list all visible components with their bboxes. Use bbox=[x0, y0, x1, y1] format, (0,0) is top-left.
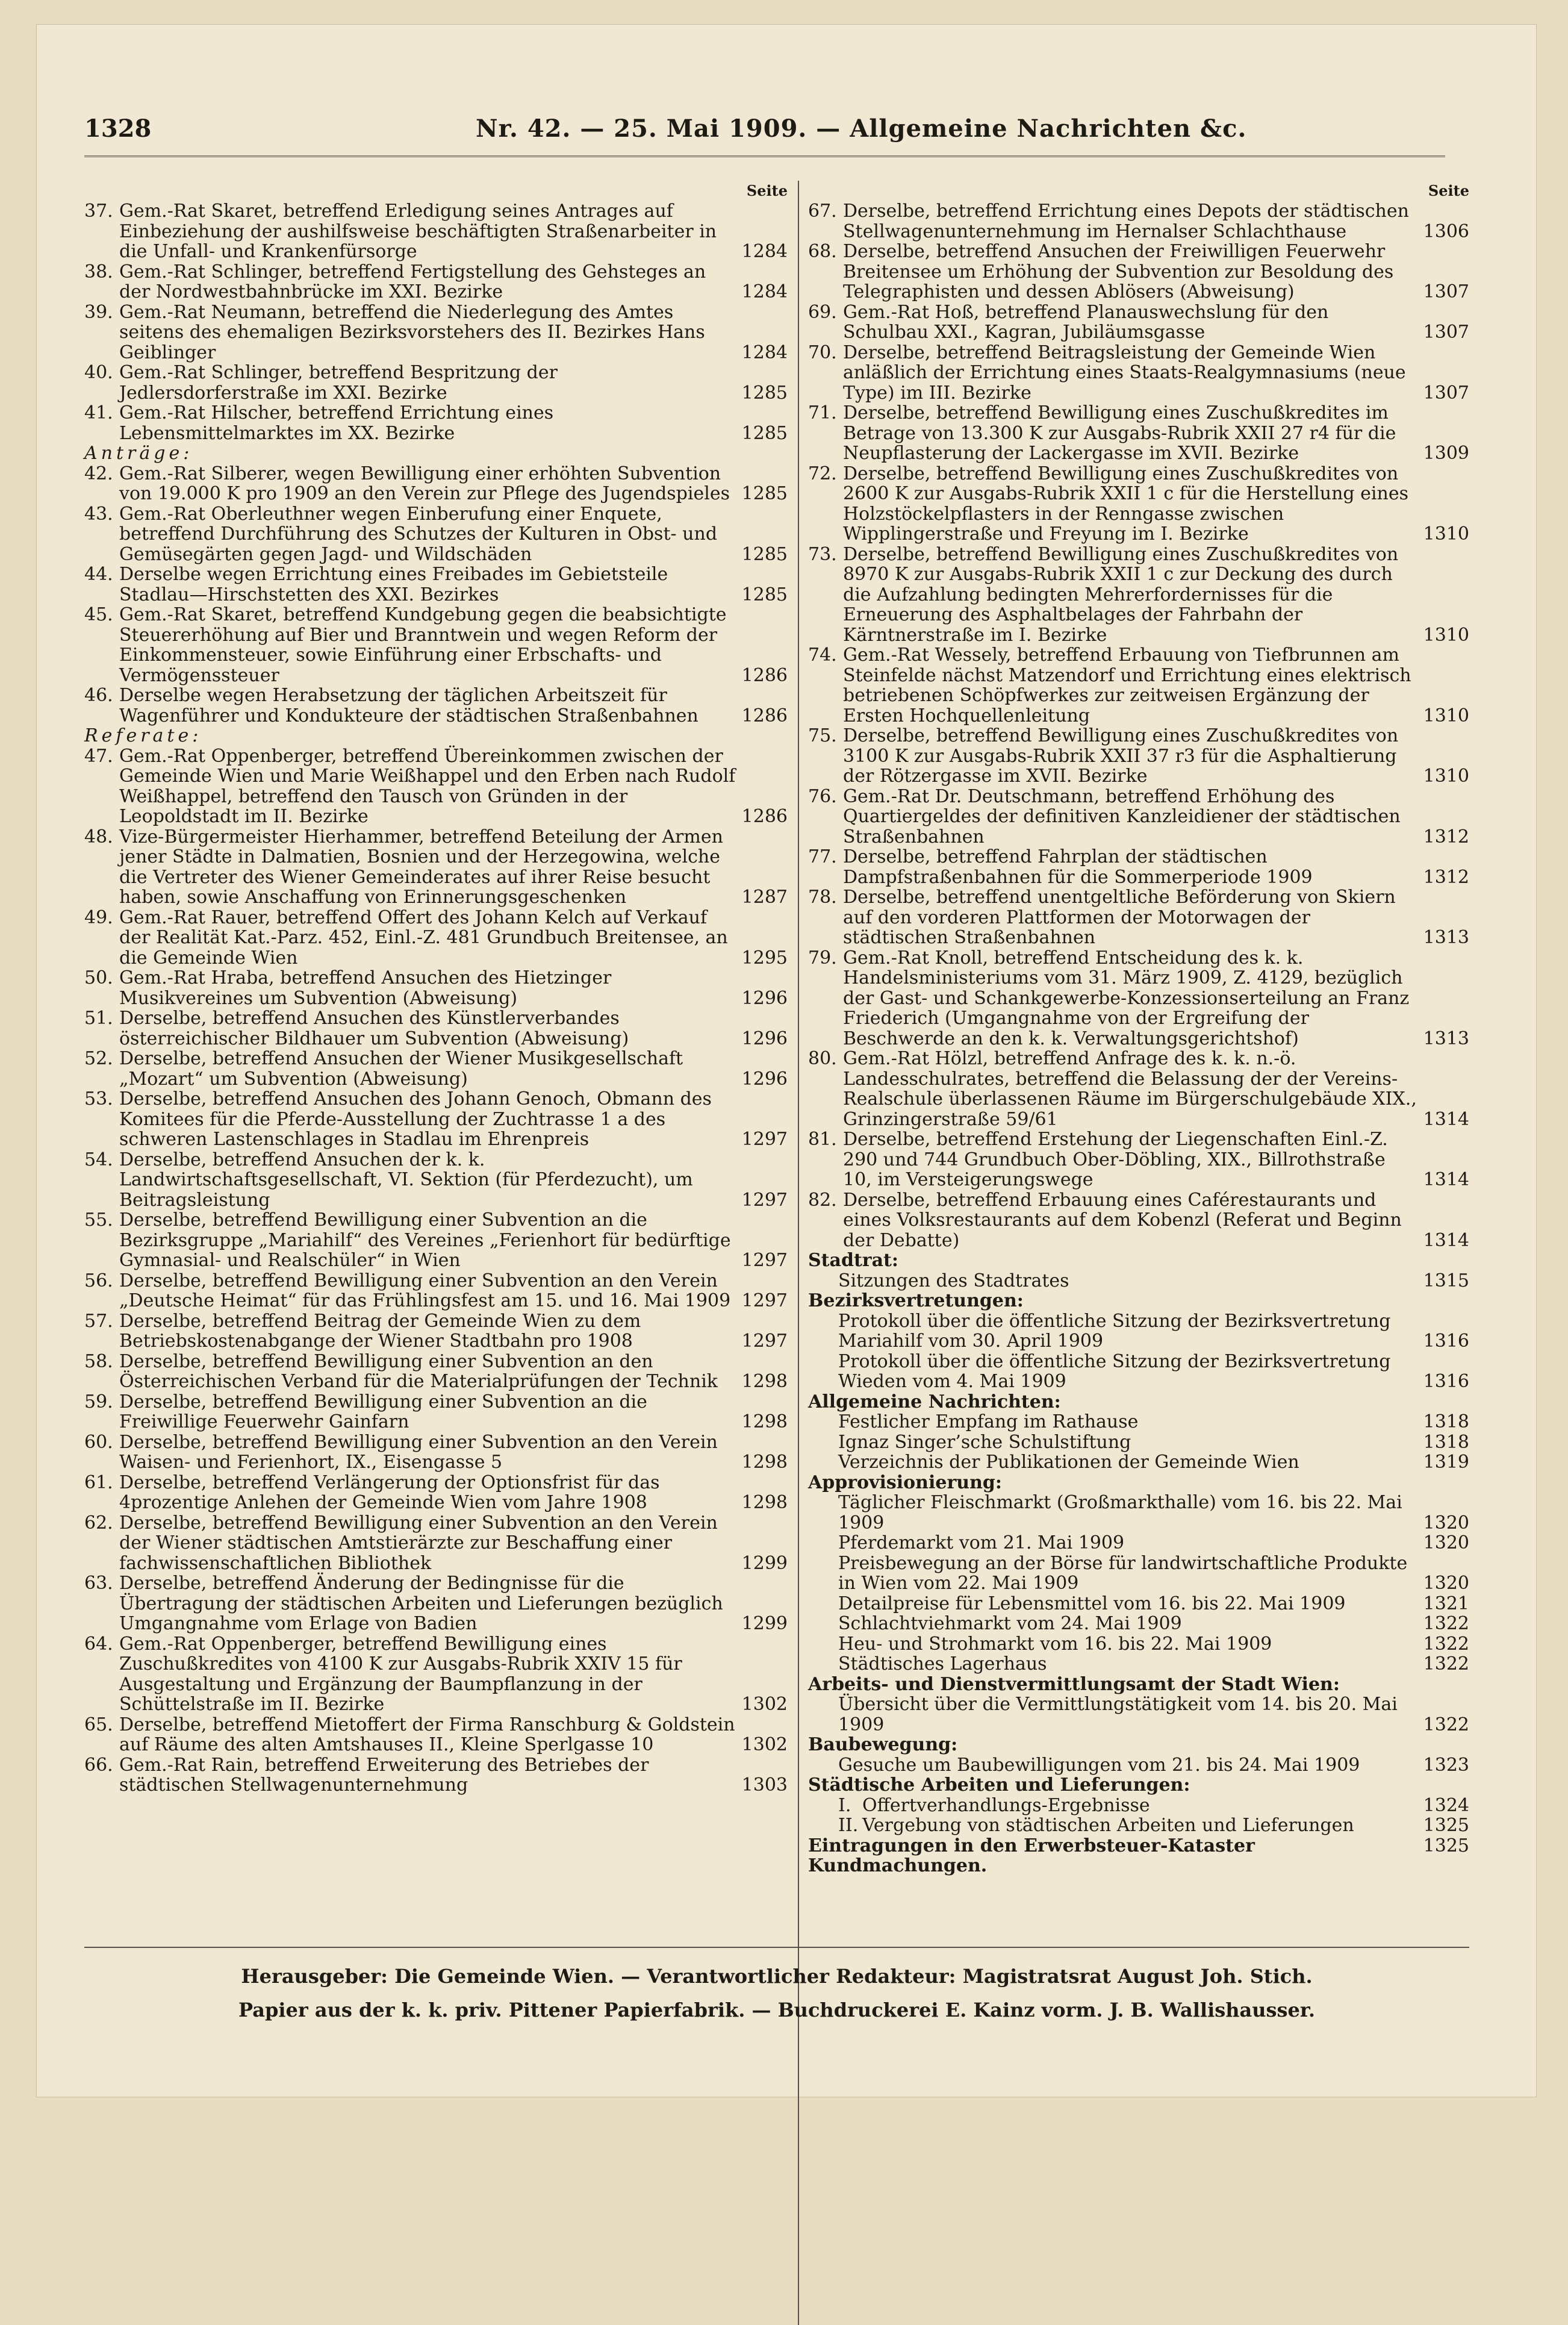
entry-page: 1287 bbox=[741, 887, 788, 908]
entry-text: Derselbe, betreffend unentgeltliche Beförderung von Skiern auf den vorderen Plattformen der Motorwagen der städtischen Straßenbahnen bbox=[843, 887, 1396, 948]
entry-page: 1297 bbox=[741, 1290, 788, 1311]
approvisionierung-items bbox=[808, 1493, 1469, 1674]
entry-number: 72. bbox=[808, 463, 837, 484]
entry-number: 43. bbox=[84, 503, 113, 525]
entry-page: 1314 bbox=[1423, 1169, 1469, 1190]
subentry-page: 1316 bbox=[1423, 1331, 1469, 1352]
toc-subentry bbox=[808, 1271, 1469, 1291]
subentry-page: 1315 bbox=[1423, 1270, 1469, 1291]
entry-text: Derselbe, betreffend Beitrag der Gemeinde Wien zu dem Betriebskostenabgange der Wiener Stadtbahn pro 1908 bbox=[119, 1310, 641, 1352]
entry-text: Derselbe, betreffend Bewilligung einer Subvention an den Österreichischen Verband für die Materialprüfungen der Technik bbox=[119, 1350, 718, 1392]
subentry-text: Detailpreise für Lebensmittel vom 16. bis 22. Mai 1909 bbox=[838, 1593, 1346, 1614]
entry-page: 1298 bbox=[741, 1371, 788, 1392]
entry-page: 1296 bbox=[741, 1028, 788, 1049]
entry-number: 74. bbox=[808, 644, 837, 666]
entry-page: 1297 bbox=[741, 1189, 788, 1211]
baubewegung-items bbox=[808, 1755, 1469, 1776]
toc-entry bbox=[808, 887, 1469, 948]
page-running-title: Nr. 42. — 25. Mai 1909. — Allgemeine Nachrichten &c. bbox=[476, 114, 1247, 143]
toc-entry bbox=[84, 403, 788, 443]
entry-page: 1302 bbox=[741, 1694, 788, 1715]
entry-number: 70. bbox=[808, 342, 837, 363]
toc-entry bbox=[84, 1715, 788, 1755]
section-approvisionierung: Approvisionierung: bbox=[808, 1471, 1002, 1493]
section-stadtrat: Stadtrat: bbox=[808, 1250, 898, 1271]
arbeitsamt-items bbox=[808, 1694, 1469, 1735]
subentry-page: 1320 bbox=[1423, 1532, 1469, 1553]
entry-page: 1286 bbox=[741, 664, 788, 686]
subentry-page: 1319 bbox=[1423, 1452, 1469, 1473]
entry-page: 1298 bbox=[741, 1492, 788, 1513]
toc-entry bbox=[84, 1573, 788, 1634]
seite-label-right: Seite bbox=[1428, 182, 1469, 199]
entry-number: 56. bbox=[84, 1270, 113, 1291]
entry-text: Derselbe, betreffend Bewilligung einer Subvention an den Verein Waisen- und Ferienhort, IX., Eisengasse 5 bbox=[119, 1431, 718, 1473]
entry-text: Gem.-Rat Skaret, betreffend Kundgebung gegen die beabsichtigte Steuererhöhung auf Bier und Branntwein und wegen Reform der Einkommensteuer, sowie Einführung einer Erbschafts- und Vermögenssteuer bbox=[119, 604, 727, 686]
entry-text: Gem.-Rat Rauer, betreffend Offert des Johann Kelch auf Verkauf der Realität Kat.-Parz. 452, Einl.-Z. 481 Grundbuch Breitensee, an die Gemeinde Wien bbox=[119, 907, 728, 969]
entry-number: 49. bbox=[84, 907, 113, 928]
subentry-number: I. bbox=[838, 1794, 851, 1816]
section-antraege: Anträge: bbox=[84, 443, 193, 464]
toc-subentry bbox=[808, 1553, 1469, 1594]
entry-text: Gem.-Rat Silberer, wegen Bewilligung einer erhöhten Subvention von 19.000 K pro 1909 an den Verein zur Pflege des Jugendspieles bbox=[119, 463, 730, 504]
toc-subentry bbox=[808, 1352, 1469, 1392]
section-baubewegung: Baubewegung: bbox=[808, 1734, 958, 1755]
entry-text: Gem.-Rat Hölzl, betreffend Anfrage des k. k. n.-ö. Landesschulrates, betreffend die Belassung der der Vereins-Realschule überlassenen Räume im Bürgerschulgebäude XIX., Grinzingerstraße 59/61 bbox=[843, 1048, 1417, 1130]
staedtische-items bbox=[808, 1796, 1469, 1836]
entry-text: Gem.-Rat Rain, betreffend Erweiterung des Betriebes der städtischen Stellwagenunternehmung bbox=[119, 1754, 649, 1796]
subentry-text: Städtisches Lagerhaus bbox=[838, 1653, 1047, 1674]
entry-page: 1314 bbox=[1423, 1108, 1469, 1130]
entry-text: Derselbe, betreffend Fahrplan der städtischen Dampfstraßenbahnen für die Sommerperiode 1909 bbox=[843, 846, 1313, 888]
entry-page: 1307 bbox=[1423, 281, 1469, 302]
toc-entry bbox=[808, 343, 1469, 404]
entry-text: Gem.-Rat Hilscher, betreffend Errichtung eines Lebensmittelmarktes im XX. Bezirke bbox=[119, 402, 554, 444]
section-referate: Referate: bbox=[84, 725, 202, 746]
entry-page: 1297 bbox=[741, 1129, 788, 1150]
entry-text: Derselbe, betreffend Ansuchen der Freiwilligen Feuerwehr Breitensee um Erhöhung der Subvention zur Besoldung des Telegraphisten und dessen Ablösers (Abweisung) bbox=[843, 241, 1394, 302]
entry-number: 76. bbox=[808, 785, 837, 807]
entry-number: 58. bbox=[84, 1350, 113, 1372]
entry-number: 42. bbox=[84, 463, 113, 484]
toc-subentry bbox=[808, 1594, 1469, 1614]
entry-number: 82. bbox=[808, 1189, 837, 1211]
toc-entry bbox=[84, 1392, 788, 1432]
entry-text: Gem.-Rat Hraba, betreffend Ansuchen des Hietzinger Musikvereines um Subvention (Abweisung) bbox=[119, 967, 612, 1009]
entry-text: Derselbe, betreffend Ansuchen des Künstlerverbandes österreichischer Bildhauer um Subvention (Abweisung) bbox=[119, 1008, 629, 1049]
entry-page: 1310 bbox=[1423, 766, 1469, 787]
toc-entry bbox=[84, 605, 788, 685]
entry-text: Derselbe, betreffend Bewilligung eines Zuschußkredites im Betrage von 13.300 K zur Ausgabs-Rubrik XXII 27 r4 für die Neupflasterung der Lackergasse im XVII. Bezirke bbox=[843, 402, 1396, 464]
toc-subentry bbox=[808, 1694, 1469, 1735]
entry-page: 1297 bbox=[741, 1331, 788, 1352]
entry-number: 38. bbox=[84, 261, 113, 282]
toc-entry bbox=[808, 403, 1469, 464]
entry-page: 1285 bbox=[741, 543, 788, 565]
section-bezirk: Bezirksvertretungen: bbox=[808, 1290, 1024, 1311]
entry-number: 51. bbox=[84, 1008, 113, 1029]
entry-number: 44. bbox=[84, 564, 113, 585]
toc-subentry bbox=[808, 1533, 1469, 1553]
toc-entry bbox=[84, 262, 788, 302]
toc-entry bbox=[84, 1755, 788, 1796]
entry-text: Derselbe, betreffend Änderung der Bedingnisse für die Übertragung der städtischen Arbeiten und Lieferungen bezüglich Umgangnahme vom Erlage von Badien bbox=[119, 1573, 723, 1634]
entry-number: 52. bbox=[84, 1048, 113, 1069]
entry-page: 1313 bbox=[1423, 1028, 1469, 1049]
entry-number: 66. bbox=[84, 1754, 113, 1776]
entry-page: 1298 bbox=[741, 1452, 788, 1473]
entry-page: 1284 bbox=[741, 342, 788, 363]
entry-number: 45. bbox=[84, 604, 113, 625]
toc-subentry bbox=[808, 1412, 1469, 1432]
seite-label: Seite bbox=[746, 182, 788, 199]
toc-entry bbox=[84, 1089, 788, 1150]
toc-entry bbox=[84, 1513, 788, 1574]
entry-text: Gem.-Rat Oberleuthner wegen Einberufung einer Enquete, betreffend Durchführung des Schutzes der Kulturen in Obst- und Gemüsegärten gegen Jagd- und Wildschäden bbox=[119, 503, 718, 565]
toc-subentry bbox=[808, 1634, 1469, 1655]
subentry-text: Pferdemarkt vom 21. Mai 1909 bbox=[838, 1532, 1125, 1553]
entry-page: 1310 bbox=[1423, 624, 1469, 646]
entry-text: Gem.-Rat Knoll, betreffend Entscheidung des k. k. Handelsministeriums vom 31. März 1909, Z. 4129, bezüglich der Gast- und Schankgewerbe-Konzessionserteilung an Franz Friederich (Umgangnahme von der Ergreifung der Beschwerde an den k. k. Verwaltungsgerichtshof) bbox=[843, 947, 1410, 1049]
entry-page: 1299 bbox=[741, 1552, 788, 1574]
entry-text: Derselbe, betreffend Bewilligung einer Subvention an den Verein der Wiener städtischen Amtstierärzte zur Beschaffung einer fachwissenschaftlichen Bibliothek bbox=[119, 1512, 718, 1574]
entry-text: Derselbe, betreffend Bewilligung einer Subvention an die Freiwillige Feuerwehr Gainfarn bbox=[119, 1391, 647, 1432]
section-allgemeine: Allgemeine Nachrichten: bbox=[808, 1391, 1061, 1412]
entry-text: Gem.-Rat Dr. Deutschmann, betreffend Erhöhung des Quartiergeldes der definitiven Kanzleidiener der städtischen Straßenbahnen bbox=[843, 785, 1401, 847]
toc-entry bbox=[84, 201, 788, 262]
entry-page: 1307 bbox=[1423, 322, 1469, 343]
entry-text: Derselbe, betreffend Ansuchen des Johann Genoch, Obmann des Komitees für die Pferde-Ausstellung der Zuchtrasse 1 a des schweren Lastenschlages in Stadlau im Ehrenpreis bbox=[119, 1088, 712, 1150]
entry-eintragungen bbox=[808, 1836, 1469, 1856]
entry-page: 1286 bbox=[741, 705, 788, 726]
entry-page: 1306 bbox=[1423, 220, 1469, 242]
subentry-page: 1318 bbox=[1423, 1411, 1469, 1432]
entry-number: 62. bbox=[84, 1512, 113, 1534]
entries-group-right bbox=[808, 201, 1469, 1250]
entry-number: 73. bbox=[808, 543, 837, 565]
entry-page: 1299 bbox=[741, 1613, 788, 1634]
section-kundmachungen: Kundmachungen. bbox=[808, 1855, 988, 1876]
toc-entry bbox=[808, 1190, 1469, 1251]
entry-text: Derselbe, betreffend Erbauung eines Caférestaurants und eines Volksrestaurants auf dem Kobenzl (Referat und Beginn der Debatte) bbox=[843, 1189, 1402, 1251]
bezirk-items bbox=[808, 1311, 1469, 1392]
footer-rule bbox=[84, 1947, 1469, 1948]
right-column bbox=[808, 181, 1469, 1876]
subentry-text: Protokoll über die öffentliche Sitzung der Bezirksvertretung Wieden vom 4. Mai 1909 bbox=[838, 1350, 1391, 1392]
entry-text: Derselbe, betreffend Erstehung der Liegenschaften Einl.-Z. 290 und 744 Grundbuch Ober-Döbling, XIX., Billrothstraße 10, im Versteigerungswege bbox=[843, 1129, 1388, 1190]
subentry-page: 1316 bbox=[1423, 1371, 1469, 1392]
toc-entry bbox=[84, 564, 788, 605]
section-arbeitsamt: Arbeits- und Dienstvermittlungsamt der Stadt Wien: bbox=[808, 1673, 1340, 1695]
entry-text: Derselbe wegen Herabsetzung der täglichen Arbeitszeit für Wagenführer und Kondukteure der städtischen Straßenbahnen bbox=[119, 685, 698, 726]
subentry-text: Offertverhandlungs-Ergebnisse bbox=[862, 1794, 1150, 1816]
entry-page: 1302 bbox=[741, 1734, 788, 1755]
entry-number: 57. bbox=[84, 1310, 113, 1332]
entry-text: Derselbe wegen Errichtung eines Freibades im Gebietsteile Stadlau—Hirschstetten des XXI. Bezirkes bbox=[119, 564, 668, 605]
entry-page: 1312 bbox=[1423, 866, 1469, 888]
subentry-text: Täglicher Fleischmarkt (Großmarkthalle) vom 16. bis 22. Mai 1909 bbox=[838, 1492, 1402, 1534]
entry-number: 53. bbox=[84, 1088, 113, 1109]
toc-entry bbox=[84, 827, 788, 908]
entry-text: Gem.-Rat Schlinger, betreffend Fertigstellung des Gehsteges an der Nordwestbahnbrücke im XXI. Bezirke bbox=[119, 261, 706, 302]
toc-subentry bbox=[808, 1432, 1469, 1453]
subentry-text: Verzeichnis der Publikationen der Gemeinde Wien bbox=[838, 1452, 1299, 1473]
entry-text: Gem.-Rat Schlinger, betreffend Bespritzung der Jedlersdorferstraße im XXI. Bezirke bbox=[119, 362, 558, 404]
toc-entry bbox=[84, 1049, 788, 1089]
page-header bbox=[84, 108, 1445, 151]
entry-text: Derselbe, betreffend Bewilligung eines Zuschußkredites von 8970 K zur Ausgabs-Rubrik XXII 1 c zur Deckung des durch die Aufzahlung bedingten Mehrerfordernisses für die Erneuerung des Asphaltbelages der Fahrbahn der Kärntnerstraße im I. Bezirke bbox=[843, 543, 1399, 646]
entry-number: 77. bbox=[808, 846, 837, 867]
toc-entry bbox=[84, 1150, 788, 1211]
entry-page: 1295 bbox=[741, 947, 788, 969]
entry-page: 1310 bbox=[1423, 705, 1469, 726]
entry-number: 78. bbox=[808, 887, 837, 908]
entry-text: Derselbe, betreffend Errichtung eines Depots der städtischen Stellwagenunternehmung im Hernalser Schlachthause bbox=[843, 201, 1409, 242]
entry-page: 1298 bbox=[741, 1411, 788, 1432]
entry-number: 55. bbox=[84, 1209, 113, 1231]
entry-page: 1312 bbox=[1423, 826, 1469, 847]
entry-text: Derselbe, betreffend Mietoffert der Firma Ranschburg & Goldstein auf Räume des alten Amtshauses II., Kleine Sperlgasse 10 bbox=[119, 1714, 735, 1755]
entry-text: Derselbe, betreffend Bewilligung einer Subvention an die Bezirksgruppe „Mariahilf“ des Vereines „Ferienhort für bedürftige Gymnasial- und Realschüler“ in Wien bbox=[119, 1209, 731, 1271]
subentry-page: 1320 bbox=[1423, 1512, 1469, 1534]
entry-number: 40. bbox=[84, 362, 113, 383]
toc-entry bbox=[84, 1008, 788, 1049]
toc-entry bbox=[84, 363, 788, 403]
stadtrat-items bbox=[808, 1271, 1469, 1291]
entry-text: Derselbe, betreffend Bewilligung eines Zuschußkredites von 3100 K zur Ausgabs-Rubrik XXII 37 r3 für die Asphaltierung der Rötzergasse im XVII. Bezirke bbox=[843, 725, 1399, 787]
entry-text: Derselbe, betreffend Ansuchen der k. k. Landwirtschaftsgesellschaft, VI. Sektion (für Pferdezucht), um Beitragsleistung bbox=[119, 1149, 693, 1211]
toc-subentry bbox=[808, 1452, 1469, 1473]
entry-text: Derselbe, betreffend Bewilligung eines Zuschußkredites von 2600 K zur Ausgabs-Rubrik XXII 1 c für die Herstellung eines Holzstöckelpflasters in der Renngasse zwischen Wipplingerstraße und Freyung im I. Bezirke bbox=[843, 463, 1408, 545]
entry-page: 1285 bbox=[741, 483, 788, 504]
entry-page: 1307 bbox=[1423, 382, 1469, 404]
entry-number: 46. bbox=[84, 685, 113, 706]
subentry-page: 1323 bbox=[1423, 1754, 1469, 1776]
header-rule bbox=[84, 155, 1445, 163]
entry-text: Derselbe, betreffend Bewilligung einer Subvention an den Verein „Deutsche Heimat“ für das Frühlingsfest am 15. und 16. Mai 1909 bbox=[119, 1270, 731, 1311]
entry-page: 1285 bbox=[741, 422, 788, 444]
entry-page: 1309 bbox=[1423, 443, 1469, 464]
entry-text: Gem.-Rat Wessely, betreffend Erbauung von Tiefbrunnen am Steinfelde nächst Matzendorf und Errichtung eines elektrisch betriebenen Schöpfwerkes zur zeitweisen Ergänzung der Ersten Hochquellenleitung bbox=[843, 644, 1411, 726]
toc-entry bbox=[84, 908, 788, 969]
toc-entry bbox=[808, 948, 1469, 1049]
entry-number: 47. bbox=[84, 745, 113, 767]
toc-entry bbox=[808, 1129, 1469, 1190]
entry-page: 1284 bbox=[741, 241, 788, 262]
entry-number: 41. bbox=[84, 402, 113, 423]
subentry-text: Übersicht über die Vermittlungstätigkeit vom 14. bis 20. Mai 1909 bbox=[838, 1694, 1398, 1735]
toc-subentry bbox=[808, 1311, 1469, 1352]
subentry-text: Heu- und Strohmarkt vom 16. bis 22. Mai 1909 bbox=[838, 1633, 1272, 1655]
toc-subentry bbox=[808, 1614, 1469, 1634]
entry-page: 1296 bbox=[741, 1068, 788, 1090]
entry-text: Vize-Bürgermeister Hierhammer, betreffend Beteilung der Armen jener Städte in Dalmatien, Bosnien und der Herzegowina, welche die Vertreter des Wiener Gemeinderates auf ihrer Reise besucht haben, sowie Anschaffung von Erinnerungsgeschenken bbox=[119, 826, 723, 908]
toc-subentry bbox=[808, 1755, 1469, 1776]
subentry-number: II. bbox=[838, 1815, 859, 1836]
entry-number: 69. bbox=[808, 301, 837, 323]
toc-entry bbox=[84, 1271, 788, 1311]
entry-page: 1297 bbox=[741, 1250, 788, 1271]
entry-number: 68. bbox=[808, 241, 837, 262]
entry-number: 63. bbox=[84, 1573, 113, 1594]
toc-entry bbox=[808, 847, 1469, 887]
entry-number: 80. bbox=[808, 1048, 837, 1069]
subentry-page: 1322 bbox=[1423, 1633, 1469, 1655]
entry-number: 67. bbox=[808, 201, 837, 222]
entry-number: 54. bbox=[84, 1149, 113, 1170]
toc-entry bbox=[808, 645, 1469, 726]
subentry-page: 1324 bbox=[1423, 1794, 1469, 1816]
toc-entry bbox=[84, 746, 788, 827]
toc-entry bbox=[84, 1432, 788, 1473]
toc-entry bbox=[808, 242, 1469, 302]
toc-entry bbox=[84, 685, 788, 726]
entry-text: Derselbe, betreffend Ansuchen der Wiener Musikgesellschaft „Mozart“ um Subvention (Abweisung) bbox=[119, 1048, 683, 1090]
left-column bbox=[84, 181, 788, 1796]
toc-subentry bbox=[808, 1493, 1469, 1533]
entry-page: 1286 bbox=[741, 806, 788, 827]
subentry-page: 1318 bbox=[1423, 1431, 1469, 1453]
footer-publisher: Herausgeber: Die Gemeinde Wien. — Verantwortlicher Redakteur: Magistratsrat August Joh. Stich. bbox=[241, 1965, 1313, 1988]
toc-entry bbox=[84, 968, 788, 1008]
entry-number: 79. bbox=[808, 947, 837, 969]
entry-page: 1314 bbox=[1423, 1229, 1469, 1251]
subentry-page: 1322 bbox=[1423, 1653, 1469, 1674]
toc-entry bbox=[808, 726, 1469, 787]
entry-text: Derselbe, betreffend Verlängerung der Optionsfrist für das 4prozentige Anlehen der Gemeinde Wien vom Jahre 1908 bbox=[119, 1471, 660, 1513]
entry-text: Gem.-Rat Oppenberger, betreffend Bewilligung eines Zuschußkredites von 4100 K zur Ausgabs-Rubrik XXIV 15 für Ausgestaltung und Ergänzung der Baumpflanzung in der Schüttelstraße im II. Bezirke bbox=[119, 1633, 682, 1715]
entry-number: 60. bbox=[84, 1431, 113, 1453]
entry-number: 65. bbox=[84, 1714, 113, 1735]
toc-entry bbox=[84, 302, 788, 363]
subentry-page: 1322 bbox=[1423, 1613, 1469, 1634]
entries-group-antraege bbox=[84, 464, 788, 726]
toc-entry bbox=[84, 1634, 788, 1715]
entry-number: 39. bbox=[84, 301, 113, 323]
subentry-page: 1322 bbox=[1423, 1714, 1469, 1735]
subentry-page: 1320 bbox=[1423, 1573, 1469, 1594]
entry-page: 1285 bbox=[741, 382, 788, 404]
toc-entry bbox=[84, 1210, 788, 1271]
subentry-text: Preisbewegung an der Börse für landwirtschaftliche Produkte in Wien vom 22. Mai 1909 bbox=[838, 1552, 1408, 1594]
entry-page: 1285 bbox=[741, 584, 788, 605]
toc-entry bbox=[808, 1049, 1469, 1129]
entry-number: 61. bbox=[84, 1471, 113, 1493]
toc-subentry bbox=[808, 1654, 1469, 1674]
entry-text: Gem.-Rat Neumann, betreffend die Niederlegung des Amtes seitens des ehemaligen Bezirksvorstehers des II. Bezirkes Hans Geiblinger bbox=[119, 301, 705, 363]
toc-subentry bbox=[808, 1796, 1469, 1816]
eintragungen-text: Eintragungen in den Erwerbsteuer-Kataster bbox=[808, 1835, 1255, 1856]
subentry-text: Protokoll über die öffentliche Sitzung der Bezirksvertretung Mariahilf vom 30. April 1909 bbox=[838, 1310, 1391, 1352]
toc-entry bbox=[808, 464, 1469, 545]
entry-page: 1303 bbox=[741, 1774, 788, 1796]
entry-page: 1284 bbox=[741, 281, 788, 302]
entry-text: Gem.-Rat Skaret, betreffend Erledigung seines Antrages auf Einbeziehung der aushilfsweise beschäftigten Straßenarbeiter in die Unfall- und Krankenfürsorge bbox=[119, 201, 717, 262]
entry-page: 1310 bbox=[1423, 523, 1469, 545]
entry-number: 48. bbox=[84, 826, 113, 847]
entry-number: 59. bbox=[84, 1391, 113, 1412]
toc-entry bbox=[808, 787, 1469, 847]
entry-text: Derselbe, betreffend Beitragsleistung der Gemeinde Wien anläßlich der Errichtung eines Staats-Realgymnasiums (neue Type) im III. Bezirke bbox=[843, 342, 1406, 404]
entry-number: 71. bbox=[808, 402, 837, 423]
allgemeine-items bbox=[808, 1412, 1469, 1473]
subentry-text: Vergebung von städtischen Arbeiten und Lieferungen bbox=[862, 1815, 1354, 1836]
eintragungen-page: 1325 bbox=[1423, 1835, 1469, 1856]
entry-number: 75. bbox=[808, 725, 837, 746]
subentry-page: 1325 bbox=[1423, 1815, 1469, 1836]
subentry-page: 1321 bbox=[1423, 1593, 1469, 1614]
entry-text: Gem.-Rat Oppenberger, betreffend Übereinkommen zwischen der Gemeinde Wien und Marie Weißhappel und den Erben nach Rudolf Weißhappel, betreffend den Tausch von Gründen in der Leopoldstadt im II. Bezirke bbox=[119, 745, 736, 827]
footer-printer: Papier aus der k. k. priv. Pittener Papierfabrik. — Buchdruckerei E. Kainz vorm. J. B. Wallishausser. bbox=[238, 1999, 1315, 2021]
subentry-text: Schlachtviehmarkt vom 24. Mai 1909 bbox=[838, 1613, 1182, 1634]
entries-group-a bbox=[84, 201, 788, 443]
toc-entry bbox=[808, 302, 1469, 343]
toc-subentry bbox=[808, 1815, 1469, 1836]
entry-page: 1313 bbox=[1423, 927, 1469, 948]
entry-number: 50. bbox=[84, 967, 113, 988]
toc-entry bbox=[84, 504, 788, 565]
section-staedtische-arbeiten: Städtische Arbeiten und Lieferungen: bbox=[808, 1774, 1190, 1796]
toc-entry bbox=[84, 1311, 788, 1352]
toc-entry bbox=[84, 1352, 788, 1392]
entry-text: Gem.-Rat Hoß, betreffend Planauswechslung für den Schulbau XXI., Kagran, Jubiläumsgasse bbox=[843, 301, 1329, 343]
subentry-text: Ignaz Singer’sche Schulstiftung bbox=[838, 1431, 1131, 1453]
toc-entry bbox=[808, 201, 1469, 242]
subentry-text: Sitzungen des Stadtrates bbox=[838, 1270, 1069, 1291]
toc-entry bbox=[808, 545, 1469, 646]
subentry-text: Festlicher Empfang im Rathause bbox=[838, 1411, 1139, 1432]
toc-entry bbox=[84, 1473, 788, 1513]
entry-page: 1296 bbox=[741, 987, 788, 1009]
subentry-text: Gesuche um Baubewilligungen vom 21. bis 24. Mai 1909 bbox=[838, 1754, 1360, 1776]
toc-entry bbox=[84, 464, 788, 504]
page-number: 1328 bbox=[84, 114, 152, 143]
entries-group-referate bbox=[84, 746, 788, 1796]
entry-number: 64. bbox=[84, 1633, 113, 1655]
entry-number: 37. bbox=[84, 201, 113, 222]
entry-number: 81. bbox=[808, 1129, 837, 1150]
